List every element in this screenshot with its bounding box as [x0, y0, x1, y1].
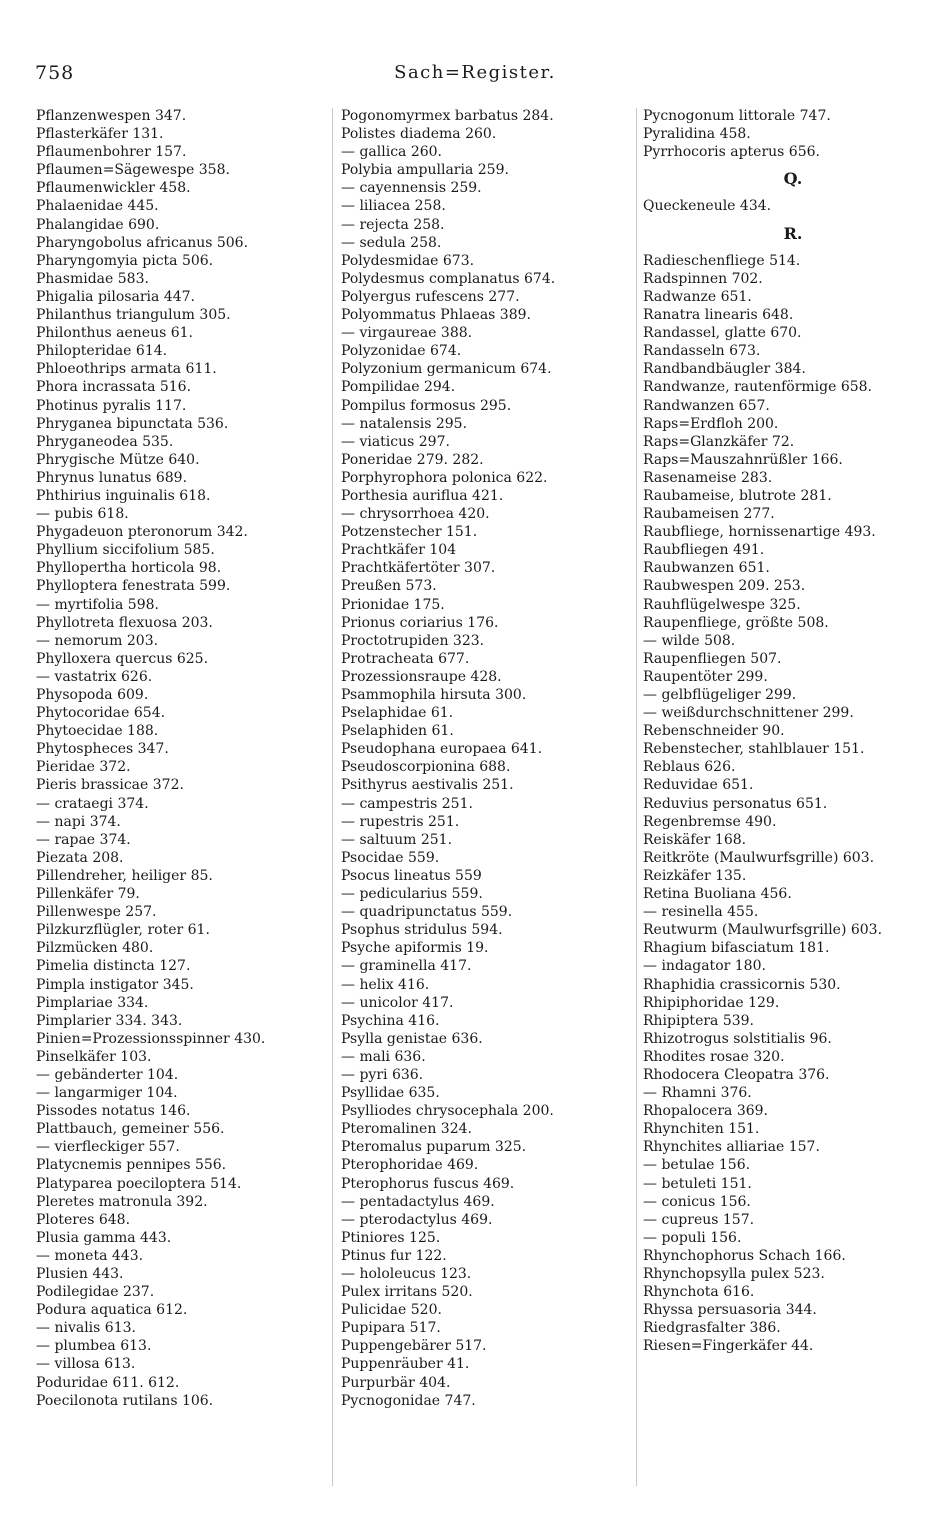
index-entry: — virgaureae 388.	[341, 325, 473, 342]
index-entry: — cupreus 157.	[643, 1211, 755, 1228]
index-entry: Phylloptera fenestrata 599.	[36, 578, 231, 595]
index-entry: Radspinnen 702.	[643, 270, 763, 287]
index-entry: Phylloxera quercus 625.	[36, 650, 209, 667]
index-entry: Pieridae 372.	[36, 759, 131, 776]
index-entry: Psylliodes chrysocephala 200.	[341, 1103, 554, 1120]
index-entry: Pselaphiden 61.	[341, 723, 454, 740]
index-entry: — pyri 636.	[341, 1066, 424, 1083]
index-entry: Philopteridae 614.	[36, 343, 168, 360]
index-entry: Randasseln 673.	[643, 343, 761, 360]
index-entry: — graminella 417.	[341, 958, 472, 975]
index-entry: Pflasterkäfer 131.	[36, 126, 164, 143]
index-entry: — langarmiger 104.	[36, 1085, 178, 1102]
index-entry: Purpurbär 404.	[341, 1374, 451, 1391]
index-entry: Raps=Erdfloh 200.	[643, 415, 779, 432]
index-entry: Pinselkäfer 103.	[36, 1048, 152, 1065]
index-entry: Phrygische Mütze 640.	[36, 451, 200, 468]
index-entry: Raupenfliegen 507.	[643, 650, 782, 667]
index-entry: Reiskäfer 168.	[643, 831, 747, 848]
index-entry: Photinus pyralis 117.	[36, 397, 187, 414]
index-entry: — crataegi 374.	[36, 795, 149, 812]
index-entry: — myrtifolia 598.	[36, 596, 159, 613]
index-entry: Psophus stridulus 594.	[341, 922, 503, 939]
index-entry: Pterophoridae 469.	[341, 1157, 479, 1174]
section-letter-text: R.	[783, 223, 803, 243]
index-column-2	[341, 107, 633, 1410]
index-entry: Phasmidae 583.	[36, 270, 149, 287]
index-entry: Pompilidae 294.	[341, 379, 456, 396]
index-entry: Prionidae 175.	[341, 596, 445, 613]
index-entry: Prionus coriarius 176.	[341, 614, 499, 631]
section-letter-text: Q.	[783, 169, 803, 189]
index-entry: Pulex irritans 520.	[341, 1284, 473, 1301]
index-entry: Rhipiptera 539.	[643, 1012, 755, 1029]
index-entry: Psithyrus aestivalis 251.	[341, 777, 514, 794]
index-entry: — unicolor 417.	[341, 994, 454, 1011]
index-entry: — nivalis 613.	[36, 1320, 136, 1337]
index-entry: Polybia ampullaria 259.	[341, 162, 509, 179]
index-entry: Prozessionsraupe 428.	[341, 668, 502, 685]
index-entry: Riedgrasfalter 386.	[643, 1320, 781, 1337]
index-entry: Phora incrassata 516.	[36, 379, 192, 396]
index-entry: Phytocoridae 654.	[36, 705, 166, 722]
index-entry: Rauhflügelwespe 325.	[643, 596, 801, 613]
index-entry: — villosa 613.	[36, 1356, 136, 1373]
index-entry: Phygadeuon pteronorum 342.	[36, 524, 248, 541]
index-entry: Phthirius inguinalis 618.	[36, 487, 211, 504]
index-entry: — vastatrix 626.	[36, 668, 153, 685]
index-entry: Randwanzen 657.	[643, 397, 770, 414]
index-entry: — quadripunctatus 559.	[341, 904, 513, 921]
index-entry: Psocidae 559.	[341, 849, 440, 866]
index-entry: — pedicularius 559.	[341, 886, 483, 903]
index-entry: Physopoda 609.	[36, 687, 149, 703]
column-divider	[332, 108, 333, 1486]
index-entry: Piezata 208.	[36, 849, 124, 866]
index-entry: Pyrrhocoris apterus 656.	[643, 144, 820, 161]
index-entry: Queckeneule 434.	[643, 198, 772, 215]
index-entry: Rebenstecher, stahlblauer 151.	[643, 741, 865, 758]
index-entry: Phalangidae 690.	[36, 216, 160, 233]
index-entry: Pyralidina 458.	[643, 126, 751, 143]
index-entry: Pflanzenwespen 347.	[36, 108, 187, 124]
index-entry: Pilzkurzflügler, roter 61.	[36, 922, 210, 939]
index-entry: Philanthus triangulum 305.	[36, 307, 231, 324]
index-entry: — saltuum 251.	[341, 831, 453, 848]
index-entry: Polyergus rufescens 277.	[341, 288, 520, 305]
index-entry: Plusien 443.	[36, 1266, 124, 1282]
index-entry: Pterophorus fuscus 469.	[341, 1175, 515, 1192]
index-entry: Raps=Mauszahnrüßler 166.	[643, 451, 843, 468]
index-entry: — cayennensis 259.	[341, 180, 482, 197]
index-entry: Randwanze, rautenförmige 658.	[643, 379, 873, 396]
index-entry: Polyommatus Phlaeas 389.	[341, 307, 531, 324]
index-entry: Polydesmidae 673.	[341, 252, 475, 269]
index-entry: — wilde 508.	[643, 632, 736, 649]
index-entry: Rhynchophorus Schach 166.	[643, 1247, 846, 1264]
index-entry: — pubis 618.	[36, 506, 129, 523]
index-entry: Pimelia distincta 127.	[36, 958, 191, 975]
index-entry: Pharyngobolus africanus 506.	[36, 234, 249, 251]
index-entry: — viaticus 297.	[341, 433, 450, 450]
index-entry: Pillenwespe 257.	[36, 904, 157, 921]
index-entry: Reduvidae 651.	[643, 777, 754, 794]
index-entry: Pissodes notatus 146.	[36, 1103, 191, 1120]
index-entry: — vierfleckiger 557.	[36, 1139, 180, 1156]
index-entry: Pilzmücken 480.	[36, 940, 154, 957]
index-entry: — betuleti 151.	[643, 1175, 752, 1192]
index-entry: Phalaenidae 445.	[36, 198, 159, 215]
index-entry: Raubfliege, hornissenartige 493.	[643, 524, 876, 541]
index-entry: Rhagium bifasciatum 181.	[643, 940, 830, 957]
index-entry: Podura aquatica 612.	[36, 1302, 188, 1319]
index-entry: Psylla genistae 636.	[341, 1030, 483, 1047]
index-entry: Pflaumenwickler 458.	[36, 180, 191, 197]
index-entry: Rhodocera Cleopatra 376.	[643, 1066, 830, 1083]
index-entry: Pflaumenbohrer 157.	[36, 144, 187, 161]
index-entry: Pimplariae 334.	[36, 994, 149, 1011]
index-entry: Poecilonota rutilans 106.	[36, 1392, 214, 1409]
index-entry: Philonthus aeneus 61.	[36, 325, 193, 342]
index-entry: Phyllium siccifolium 585.	[36, 542, 215, 559]
index-entry: Ploteres 648.	[36, 1211, 131, 1228]
index-entry: Rhodites rosae 320.	[643, 1048, 785, 1065]
index-entry: Reduvius personatus 651.	[643, 795, 828, 812]
index-entry: Pteromalinen 324.	[341, 1121, 472, 1138]
index-entry: Potzenstecher 151.	[341, 524, 478, 541]
index-entry: Ptiniores 125.	[341, 1229, 441, 1246]
page-number: 758	[35, 62, 75, 84]
index-entry: Rhynchites alliariae 157.	[643, 1139, 820, 1156]
index-entry: Randassel, glatte 670.	[643, 325, 802, 342]
index-entry: Pleretes matronula 392.	[36, 1193, 208, 1210]
index-entry: Phyllopertha horticola 98.	[36, 560, 222, 577]
index-entry: Platycnemis pennipes 556.	[36, 1157, 227, 1174]
index-entry: — campestris 251.	[341, 795, 473, 812]
index-entry: Plattbauch, gemeiner 556.	[36, 1121, 225, 1138]
index-entry: — helix 416.	[341, 976, 430, 993]
index-entry: Psyche apiformis 19.	[341, 940, 489, 957]
index-entry: — natalensis 295.	[341, 415, 468, 432]
index-entry: — plumbea 613.	[36, 1338, 152, 1355]
index-entry: — napi 374.	[36, 813, 121, 830]
column-divider	[636, 108, 637, 1486]
index-entry: Pimplarier 334. 343.	[36, 1012, 183, 1029]
index-entry: Rhopalocera 369.	[643, 1103, 768, 1120]
index-entry: Pogonomyrmex barbatus 284.	[341, 108, 554, 124]
index-entry: Phytospheces 347.	[36, 741, 169, 758]
index-entry: Rhynchota 616.	[643, 1284, 755, 1301]
index-entry: Pycnogonidae 747.	[341, 1392, 476, 1409]
index-entry: Reblaus 626.	[643, 759, 736, 776]
index-column-1	[36, 107, 326, 1410]
index-entry: Puppengebärer 517.	[341, 1338, 487, 1355]
index-entry: Pompilus formosus 295.	[341, 397, 512, 414]
index-entry: Polistes diadema 260.	[341, 126, 497, 143]
index-entry: — rapae 374.	[36, 831, 131, 848]
index-entry: Reutwurm (Maulwurfsgrille) 603.	[643, 922, 883, 939]
index-entry: Raubwanzen 651.	[643, 560, 770, 577]
index-entry: Polydesmus complanatus 674.	[341, 270, 556, 287]
index-entry: Raupenfliege, größte 508.	[643, 614, 829, 631]
index-entry: Poneridae 279. 282.	[341, 451, 484, 468]
index-entry: Raubfliegen 491.	[643, 542, 765, 559]
index-entry: Rhizotrogus solstitialis 96.	[643, 1030, 832, 1047]
index-entry: — rejecta 258.	[341, 216, 445, 233]
index-entry: Regenbremse 490.	[643, 813, 777, 830]
index-entry: — moneta 443.	[36, 1247, 144, 1264]
index-entry: — sedula 258.	[341, 234, 442, 251]
index-entry: — nemorum 203.	[36, 632, 159, 649]
index-entry: Pseudoscorpionina 688.	[341, 759, 511, 776]
index-entry: Pulicidae 520.	[341, 1302, 442, 1319]
index-entry: Pflaumen=Sägewespe 358.	[36, 162, 230, 179]
index-entry: — betulae 156.	[643, 1157, 751, 1174]
index-entry: Phryganeodea 535.	[36, 433, 174, 450]
index-entry: Pieris brassicae 372.	[36, 777, 184, 794]
index-entry: Preußen 573.	[341, 578, 437, 595]
index-entry: Raps=Glanzkäfer 72.	[643, 433, 795, 450]
index-entry: — gebänderter 104.	[36, 1066, 179, 1083]
index-entry: — mali 636.	[341, 1048, 426, 1065]
index-entry: Polyzonium germanicum 674.	[341, 361, 552, 378]
index-entry: — rupestris 251.	[341, 813, 460, 830]
index-column-3	[643, 107, 943, 1355]
index-entry: Raubwespen 209. 253.	[643, 578, 806, 595]
section-letter	[643, 216, 943, 252]
index-entry: Pillendreher, heiliger 85.	[36, 867, 213, 884]
index-entry: — hololeucus 123.	[341, 1266, 472, 1282]
index-entry: Raupentöter 299.	[643, 668, 768, 685]
index-entry: Pharyngomyia picta 506.	[36, 252, 214, 269]
index-entry: Psychina 416.	[341, 1012, 440, 1029]
index-entry: Phigalia pilosaria 447.	[36, 288, 195, 305]
index-entry: Ptinus fur 122.	[341, 1247, 447, 1264]
index-entry: Pupipara 517.	[341, 1320, 441, 1337]
index-entry: Rhynchopsylla pulex 523.	[643, 1266, 825, 1282]
index-entry: Polyzonidae 674.	[341, 343, 462, 360]
index-entry: Prachtkäfertöter 307.	[341, 560, 496, 577]
index-entry: Raubameisen 277.	[643, 506, 775, 523]
index-entry: Raubameise, blutrote 281.	[643, 487, 832, 504]
index-entry: Pteromalus puparum 325.	[341, 1139, 527, 1156]
index-entry: Pycnogonum littorale 747.	[643, 108, 831, 124]
index-entry: Rhyssa persuasoria 344.	[643, 1302, 817, 1319]
index-entry: Reizkäfer 135.	[643, 867, 747, 884]
index-entry: Plusia gamma 443.	[36, 1229, 172, 1246]
index-entry: — populi 156.	[643, 1229, 742, 1246]
index-entry: Retina Buoliana 456.	[643, 886, 792, 903]
index-entry: — gallica 260.	[341, 144, 443, 161]
index-entry: Rhynchiten 151.	[643, 1121, 760, 1138]
running-head: Sach=Register.	[394, 62, 556, 83]
index-entry: Phytoecidae 188.	[36, 723, 159, 740]
section-letter	[643, 161, 943, 197]
index-entry: — liliacea 258.	[341, 198, 446, 215]
index-entry: Poduridae 611. 612.	[36, 1374, 180, 1391]
index-entry: — Rhamni 376.	[643, 1085, 752, 1102]
index-entry: Pinien=Prozessionsspinner 430.	[36, 1030, 266, 1047]
index-entry: — resinella 455.	[643, 904, 759, 921]
index-entry: Psyllidae 635.	[341, 1085, 440, 1102]
index-entry: Pillenkäfer 79.	[36, 886, 140, 903]
index-entry: Phloeothrips armata 611.	[36, 361, 217, 378]
index-entry: Phryganea bipunctata 536.	[36, 415, 229, 432]
index-entry: Podilegidae 237.	[36, 1284, 155, 1301]
index-entry: Prachtkäfer 104	[341, 542, 457, 559]
index-entry: Phrynus lunatus 689.	[36, 469, 188, 486]
index-entry: Reitkröte (Maulwurfsgrille) 603.	[643, 849, 875, 866]
index-entry: Pselaphidae 61.	[341, 705, 454, 722]
index-entry: — chrysorrhoea 420.	[341, 506, 490, 523]
index-entry: Ranatra linearis 648.	[643, 307, 794, 324]
index-entry: Rhipiphoridae 129.	[643, 994, 780, 1011]
index-entry: — weißdurchschnittener 299.	[643, 705, 854, 722]
index-entry: Psammophila hirsuta 300.	[341, 687, 527, 703]
index-entry: Pimpla instigator 345.	[36, 976, 194, 993]
index-entry: Radwanze 651.	[643, 288, 752, 305]
index-entry: Porphyrophora polonica 622.	[341, 469, 548, 486]
index-entry: — indagator 180.	[643, 958, 766, 975]
index-entry: Radieschenfliege 514.	[643, 252, 801, 269]
index-entry: Psocus lineatus 559	[341, 867, 482, 884]
index-entry: Platyparea poeciloptera 514.	[36, 1175, 242, 1192]
index-entry: Porthesia auriflua 421.	[341, 487, 504, 504]
index-entry: Rhaphidia crassicornis 530.	[643, 976, 841, 993]
index-entry: Randbandbäugler 384.	[643, 361, 806, 378]
index-entry: Pseudophana europaea 641.	[341, 741, 543, 758]
index-entry: — pterodactylus 469.	[341, 1211, 493, 1228]
index-entry: Rasenameise 283.	[643, 469, 773, 486]
index-entry: Protracheata 677.	[341, 650, 470, 667]
index-entry: — pentadactylus 469.	[341, 1193, 495, 1210]
index-entry: Riesen=Fingerkäfer 44.	[643, 1338, 814, 1355]
index-entry: Rebenschneider 90.	[643, 723, 785, 740]
index-entry: — conicus 156.	[643, 1193, 751, 1210]
index-entry: Puppenräuber 41.	[341, 1356, 470, 1373]
index-entry: Proctotrupiden 323.	[341, 632, 485, 649]
index-entry: Phyllotreta flexuosa 203.	[36, 614, 213, 631]
index-entry: — gelbflügeliger 299.	[643, 687, 797, 703]
